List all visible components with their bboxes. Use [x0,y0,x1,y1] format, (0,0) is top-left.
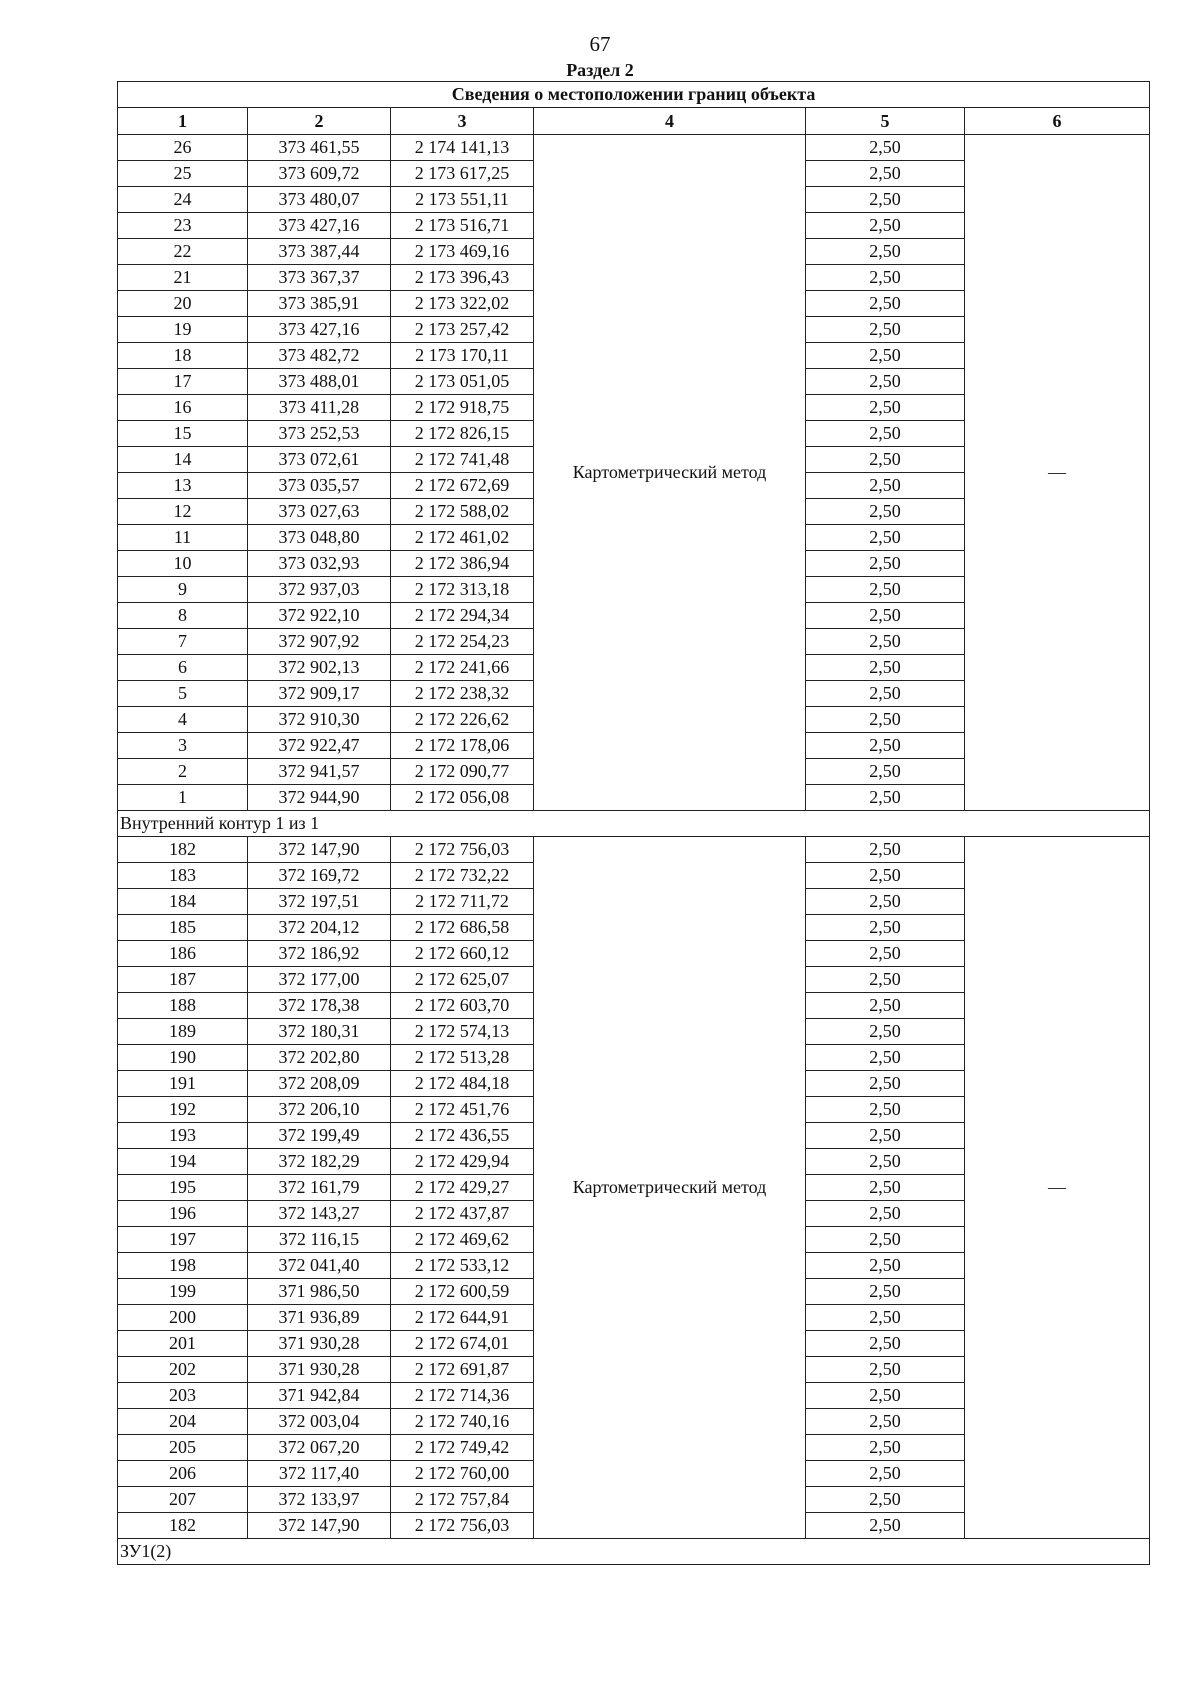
x-coordinate: 373 427,16 [248,317,391,343]
precision-value: 2,50 [806,1305,965,1331]
point-number: 26 [118,135,248,161]
point-number: 3 [118,733,248,759]
precision-value: 2,50 [806,707,965,733]
x-coordinate: 372 178,38 [248,993,391,1019]
x-coordinate: 373 411,28 [248,395,391,421]
x-coordinate: 372 208,09 [248,1071,391,1097]
page-number: 67 [589,32,611,56]
precision-value: 2,50 [806,1461,965,1487]
precision-value: 2,50 [806,447,965,473]
precision-value: 2,50 [806,1175,965,1201]
point-number: 204 [118,1409,248,1435]
x-coordinate: 372 197,51 [248,889,391,915]
precision-value: 2,50 [806,1279,965,1305]
precision-value: 2,50 [806,1487,965,1513]
point-number: 9 [118,577,248,603]
precision-value: 2,50 [806,1045,965,1071]
x-coordinate: 372 199,49 [248,1123,391,1149]
x-coordinate: 371 930,28 [248,1357,391,1383]
precision-value: 2,50 [806,577,965,603]
table-row [118,837,1150,863]
x-coordinate: 372 922,10 [248,603,391,629]
point-number: 6 [118,655,248,681]
y-coordinate: 2 172 674,01 [391,1331,534,1357]
y-coordinate: 2 172 740,16 [391,1409,534,1435]
x-coordinate: 373 387,44 [248,239,391,265]
precision-value: 2,50 [806,655,965,681]
point-number: 198 [118,1253,248,1279]
y-coordinate: 2 172 760,00 [391,1461,534,1487]
point-number: 12 [118,499,248,525]
precision-value: 2,50 [806,1201,965,1227]
y-coordinate: 2 172 711,72 [391,889,534,915]
precision-value: 2,50 [806,993,965,1019]
point-number: 11 [118,525,248,551]
point-number: 203 [118,1383,248,1409]
y-coordinate: 2 172 756,03 [391,837,534,863]
point-number: 13 [118,473,248,499]
point-number: 23 [118,213,248,239]
precision-value: 2,50 [806,1513,965,1539]
y-coordinate: 2 172 756,03 [391,1513,534,1539]
precision-value: 2,50 [806,343,965,369]
point-number: 201 [118,1331,248,1357]
x-coordinate: 372 116,15 [248,1227,391,1253]
y-coordinate: 2 172 826,15 [391,421,534,447]
precision-value: 2,50 [806,603,965,629]
y-coordinate: 2 172 672,69 [391,473,534,499]
y-coordinate: 2 172 056,08 [391,785,534,811]
x-coordinate: 373 488,01 [248,369,391,395]
y-coordinate: 2 173 469,16 [391,239,534,265]
point-number: 186 [118,941,248,967]
point-number: 8 [118,603,248,629]
y-coordinate: 2 172 757,84 [391,1487,534,1513]
point-number: 1 [118,785,248,811]
precision-value: 2,50 [806,1383,965,1409]
method-cell: Картометрический метод [534,837,806,1539]
header-col-6: 6 [965,108,1150,135]
y-coordinate: 2 172 918,75 [391,395,534,421]
precision-value: 2,50 [806,473,965,499]
point-number: 7 [118,629,248,655]
section-title: Раздел 2 [566,60,634,80]
point-number: 183 [118,863,248,889]
x-coordinate: 372 169,72 [248,863,391,889]
y-coordinate: 2 172 533,12 [391,1253,534,1279]
point-number: 182 [118,837,248,863]
x-coordinate: 372 907,92 [248,629,391,655]
point-number: 205 [118,1435,248,1461]
point-number: 5 [118,681,248,707]
precision-value: 2,50 [806,1409,965,1435]
y-coordinate: 2 172 313,18 [391,577,534,603]
precision-value: 2,50 [806,499,965,525]
precision-value: 2,50 [806,1331,965,1357]
precision-value: 2,50 [806,1435,965,1461]
x-coordinate: 372 177,00 [248,967,391,993]
precision-value: 2,50 [806,967,965,993]
x-coordinate: 372 910,30 [248,707,391,733]
point-number: 193 [118,1123,248,1149]
precision-value: 2,50 [806,941,965,967]
contour-label: Внутренний контур 1 из 1 [118,811,1150,837]
precision-value: 2,50 [806,1071,965,1097]
col6-cell: — [965,837,1150,1539]
point-number: 17 [118,369,248,395]
precision-value: 2,50 [806,629,965,655]
y-coordinate: 2 172 386,94 [391,551,534,577]
y-coordinate: 2 172 686,58 [391,915,534,941]
y-coordinate: 2 172 429,27 [391,1175,534,1201]
x-coordinate: 372 944,90 [248,785,391,811]
x-coordinate: 373 480,07 [248,187,391,213]
y-coordinate: 2 173 617,25 [391,161,534,187]
x-coordinate: 373 032,93 [248,551,391,577]
x-coordinate: 372 922,47 [248,733,391,759]
y-coordinate: 2 172 436,55 [391,1123,534,1149]
precision-value: 2,50 [806,135,965,161]
precision-value: 2,50 [806,733,965,759]
y-coordinate: 2 172 178,06 [391,733,534,759]
x-coordinate: 372 182,29 [248,1149,391,1175]
y-coordinate: 2 172 294,34 [391,603,534,629]
boundary-table [117,81,1150,1565]
point-number: 206 [118,1461,248,1487]
precision-value: 2,50 [806,785,965,811]
precision-value: 2,50 [806,837,965,863]
x-coordinate: 373 427,16 [248,213,391,239]
y-coordinate: 2 173 516,71 [391,213,534,239]
y-coordinate: 2 172 241,66 [391,655,534,681]
precision-value: 2,50 [806,239,965,265]
y-coordinate: 2 172 644,91 [391,1305,534,1331]
x-coordinate: 373 367,37 [248,265,391,291]
y-coordinate: 2 172 660,12 [391,941,534,967]
point-number: 195 [118,1175,248,1201]
y-coordinate: 2 172 451,76 [391,1097,534,1123]
point-number: 18 [118,343,248,369]
x-coordinate: 372 003,04 [248,1409,391,1435]
x-coordinate: 372 041,40 [248,1253,391,1279]
precision-value: 2,50 [806,291,965,317]
y-coordinate: 2 172 749,42 [391,1435,534,1461]
point-number: 25 [118,161,248,187]
y-coordinate: 2 172 238,32 [391,681,534,707]
y-coordinate: 2 172 588,02 [391,499,534,525]
precision-value: 2,50 [806,213,965,239]
y-coordinate: 2 172 714,36 [391,1383,534,1409]
precision-value: 2,50 [806,187,965,213]
y-coordinate: 2 173 257,42 [391,317,534,343]
point-number: 200 [118,1305,248,1331]
precision-value: 2,50 [806,915,965,941]
x-coordinate: 373 035,57 [248,473,391,499]
point-number: 16 [118,395,248,421]
y-coordinate: 2 173 396,43 [391,265,534,291]
y-coordinate: 2 172 574,13 [391,1019,534,1045]
y-coordinate: 2 172 732,22 [391,863,534,889]
footer-row [118,1539,1150,1565]
precision-value: 2,50 [806,265,965,291]
point-number: 14 [118,447,248,473]
x-coordinate: 371 986,50 [248,1279,391,1305]
precision-value: 2,50 [806,1253,965,1279]
x-coordinate: 372 902,13 [248,655,391,681]
x-coordinate: 372 180,31 [248,1019,391,1045]
x-coordinate: 372 202,80 [248,1045,391,1071]
point-number: 192 [118,1097,248,1123]
y-coordinate: 2 172 513,28 [391,1045,534,1071]
precision-value: 2,50 [806,551,965,577]
y-coordinate: 2 172 741,48 [391,447,534,473]
contour-label-row [118,811,1150,837]
x-coordinate: 372 186,92 [248,941,391,967]
point-number: 21 [118,265,248,291]
y-coordinate: 2 174 141,13 [391,135,534,161]
x-coordinate: 372 937,03 [248,577,391,603]
point-number: 184 [118,889,248,915]
table-caption: Сведения о местоположении границ объекта [118,82,1150,108]
y-coordinate: 2 172 090,77 [391,759,534,785]
y-coordinate: 2 172 437,87 [391,1201,534,1227]
precision-value: 2,50 [806,1357,965,1383]
header-row [118,108,1150,135]
point-number: 10 [118,551,248,577]
point-number: 22 [118,239,248,265]
x-coordinate: 371 942,84 [248,1383,391,1409]
y-coordinate: 2 172 691,87 [391,1357,534,1383]
point-number: 188 [118,993,248,1019]
y-coordinate: 2 172 600,59 [391,1279,534,1305]
header-col-3: 3 [391,108,534,135]
x-coordinate: 371 936,89 [248,1305,391,1331]
point-number: 182 [118,1513,248,1539]
x-coordinate: 372 147,90 [248,837,391,863]
x-coordinate: 373 482,72 [248,343,391,369]
precision-value: 2,50 [806,369,965,395]
x-coordinate: 371 930,28 [248,1331,391,1357]
col6-cell: — [965,135,1150,811]
point-number: 199 [118,1279,248,1305]
caption-row [118,82,1150,108]
parcel-label: ЗУ1(2) [118,1539,1150,1565]
y-coordinate: 2 172 254,23 [391,629,534,655]
x-coordinate: 372 117,40 [248,1461,391,1487]
y-coordinate: 2 172 461,02 [391,525,534,551]
y-coordinate: 2 172 226,62 [391,707,534,733]
x-coordinate: 372 161,79 [248,1175,391,1201]
y-coordinate: 2 173 051,05 [391,369,534,395]
point-number: 196 [118,1201,248,1227]
x-coordinate: 373 252,53 [248,421,391,447]
point-number: 190 [118,1045,248,1071]
precision-value: 2,50 [806,889,965,915]
x-coordinate: 372 143,27 [248,1201,391,1227]
x-coordinate: 373 048,80 [248,525,391,551]
y-coordinate: 2 172 469,62 [391,1227,534,1253]
y-coordinate: 2 172 603,70 [391,993,534,1019]
precision-value: 2,50 [806,681,965,707]
x-coordinate: 373 072,61 [248,447,391,473]
point-number: 4 [118,707,248,733]
point-number: 24 [118,187,248,213]
table-row [118,135,1150,161]
precision-value: 2,50 [806,317,965,343]
method-cell: Картометрический метод [534,135,806,811]
x-coordinate: 372 133,97 [248,1487,391,1513]
point-number: 2 [118,759,248,785]
point-number: 191 [118,1071,248,1097]
precision-value: 2,50 [806,863,965,889]
precision-value: 2,50 [806,421,965,447]
header-col-5: 5 [806,108,965,135]
point-number: 202 [118,1357,248,1383]
y-coordinate: 2 172 484,18 [391,1071,534,1097]
precision-value: 2,50 [806,1227,965,1253]
precision-value: 2,50 [806,1149,965,1175]
point-number: 20 [118,291,248,317]
point-number: 197 [118,1227,248,1253]
x-coordinate: 372 909,17 [248,681,391,707]
header-col-4: 4 [534,108,806,135]
point-number: 187 [118,967,248,993]
y-coordinate: 2 173 322,02 [391,291,534,317]
y-coordinate: 2 172 625,07 [391,967,534,993]
precision-value: 2,50 [806,395,965,421]
x-coordinate: 372 147,90 [248,1513,391,1539]
precision-value: 2,50 [806,1097,965,1123]
point-number: 19 [118,317,248,343]
y-coordinate: 2 173 170,11 [391,343,534,369]
header-col-1: 1 [118,108,248,135]
point-number: 185 [118,915,248,941]
x-coordinate: 373 461,55 [248,135,391,161]
y-coordinate: 2 172 429,94 [391,1149,534,1175]
x-coordinate: 373 609,72 [248,161,391,187]
x-coordinate: 373 385,91 [248,291,391,317]
point-number: 189 [118,1019,248,1045]
precision-value: 2,50 [806,759,965,785]
header-col-2: 2 [248,108,391,135]
point-number: 15 [118,421,248,447]
precision-value: 2,50 [806,525,965,551]
x-coordinate: 373 027,63 [248,499,391,525]
x-coordinate: 372 941,57 [248,759,391,785]
point-number: 194 [118,1149,248,1175]
point-number: 207 [118,1487,248,1513]
precision-value: 2,50 [806,1019,965,1045]
y-coordinate: 2 173 551,11 [391,187,534,213]
precision-value: 2,50 [806,161,965,187]
x-coordinate: 372 067,20 [248,1435,391,1461]
x-coordinate: 372 206,10 [248,1097,391,1123]
x-coordinate: 372 204,12 [248,915,391,941]
precision-value: 2,50 [806,1123,965,1149]
